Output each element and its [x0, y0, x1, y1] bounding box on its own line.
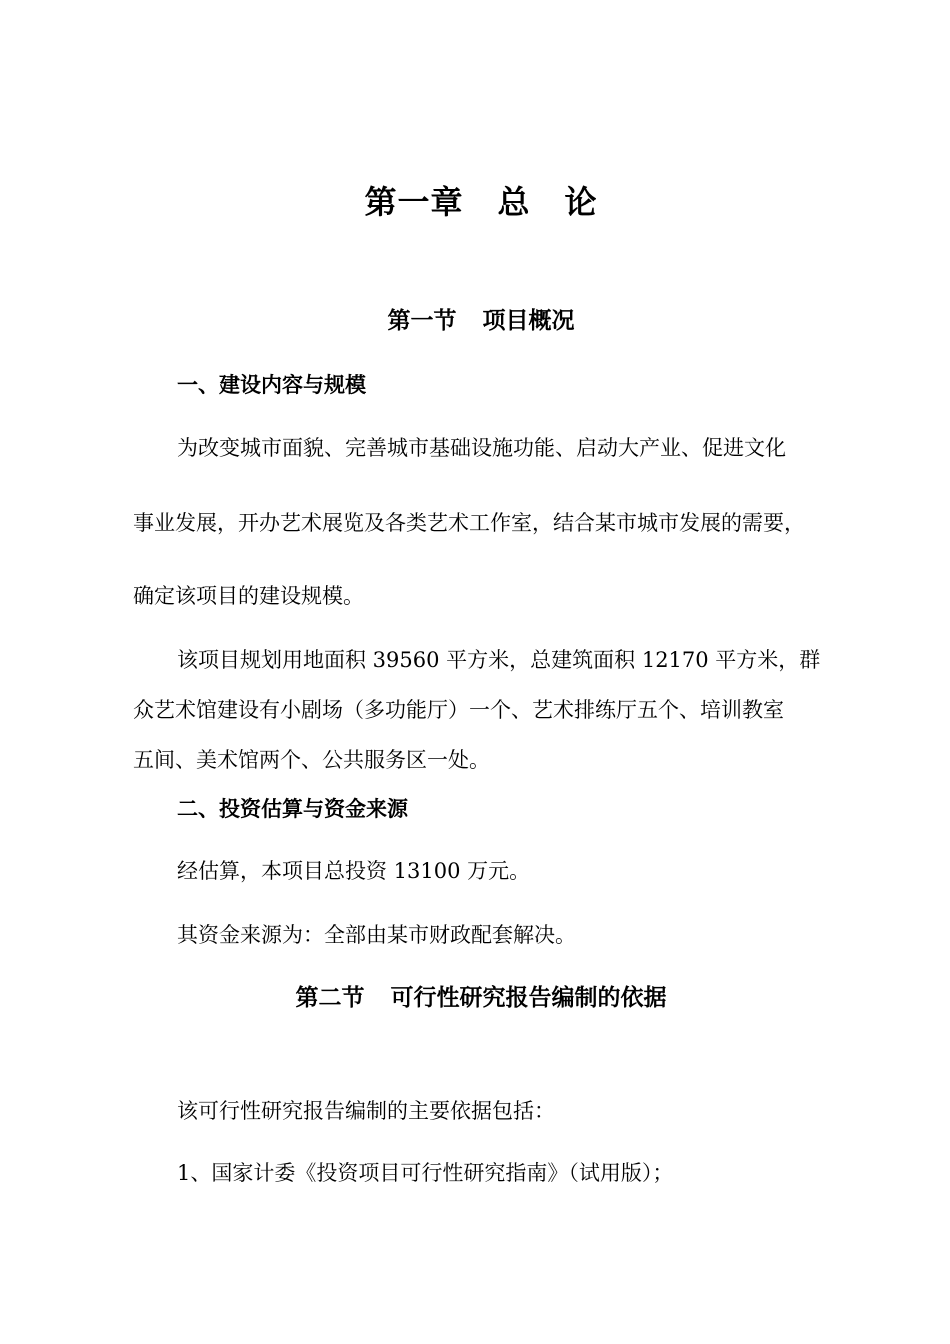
paragraph-1-line-2: 事业发展，开办艺术展览及各类艺术工作室，结合某市城市发展的需要，	[133, 511, 805, 535]
paragraph-1-line-1: 为改变城市面貌、完善城市基础设施功能、启动大产业、促进文化	[177, 436, 786, 460]
subheading-investment: 二、投资估算与资金来源	[177, 796, 408, 821]
paragraph-2-line-3: 五间、美术馆两个、公共服务区一处。	[133, 748, 490, 772]
paragraph-2-line-2: 众艺术馆建设有小剧场（多功能厅）一个、艺术排练厅五个、培训教室	[133, 698, 784, 722]
section-2-number: 第二节	[295, 984, 365, 1011]
list-item-basis-1: 1、国家计委《投资项目可行性研究指南》（试用版）；	[177, 1161, 674, 1185]
section-1-title: 项目概况	[482, 307, 575, 334]
paragraph-2-line-1: 该项目规划用地面积 39560 平方米，总建筑面积 12170 平方米，群	[177, 648, 821, 672]
paragraph-basis-intro: 该可行性研究报告编制的主要依据包括：	[177, 1099, 555, 1123]
section-2-title: 可行性研究报告编制的依据	[390, 984, 667, 1011]
section-2-heading	[0, 983, 950, 1013]
subheading-construction: 一、建设内容与规模	[177, 372, 366, 397]
paragraph-1-line-3: 确定该项目的建设规模。	[133, 584, 364, 608]
section-1-heading	[0, 306, 950, 336]
chapter-word-2: 论	[564, 183, 598, 221]
paragraph-funding-source: 其资金来源为：全部由某市财政配套解决。	[177, 923, 576, 947]
chapter-title	[0, 182, 950, 222]
section-1-number: 第一节	[387, 307, 457, 334]
chapter-number: 第一章	[364, 183, 464, 221]
chapter-word-1: 总	[497, 183, 531, 221]
paragraph-investment-total: 经估算，本项目总投资 13100 万元。	[177, 859, 531, 883]
